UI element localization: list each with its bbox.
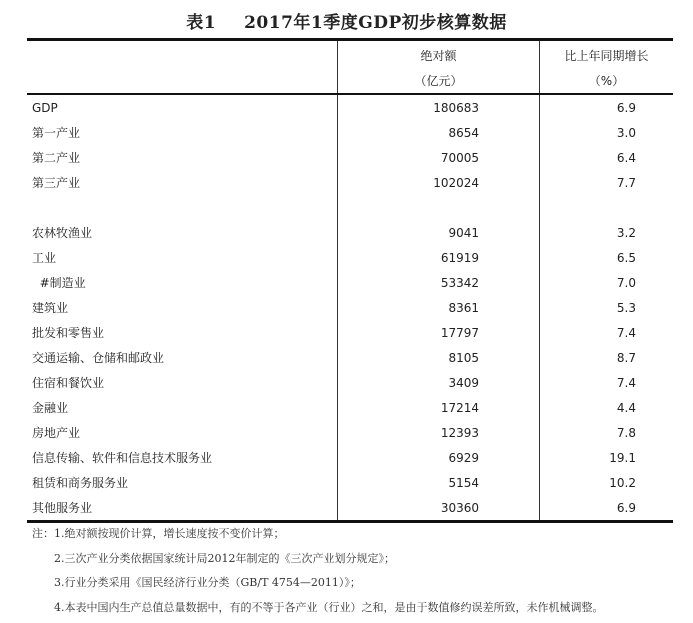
row-value: 102024 — [338, 170, 540, 195]
row-growth: 10.2 — [609, 475, 636, 490]
row-growth: 4.4 — [616, 400, 636, 415]
row-value: 53342 — [338, 270, 540, 295]
table-row — [27, 395, 673, 420]
gdp-table — [27, 38, 673, 523]
header-absolute: 绝对额 — [338, 40, 540, 69]
row-name: 金融业 — [32, 401, 69, 415]
row-name — [27, 195, 338, 220]
table-row — [27, 345, 673, 370]
row-growth: 7.4 — [616, 375, 636, 390]
header-absolute-unit: （亿元） — [338, 68, 540, 94]
row-growth: 8.7 — [616, 350, 636, 365]
header-growth: 比上年同期增长 — [564, 49, 649, 63]
table-row — [27, 120, 673, 145]
row-growth: 7.8 — [616, 425, 636, 440]
row-name: 批发和零售业 — [32, 326, 105, 340]
note: 注：1.绝对额按现价计算，增长速度按不变价计算； — [32, 527, 285, 540]
table-row — [27, 220, 673, 245]
header-growth-unit: （%） — [540, 68, 674, 94]
row-growth: 6.9 — [616, 500, 636, 515]
header-row — [27, 40, 673, 69]
table-row — [27, 270, 673, 295]
row-value: 30360 — [338, 495, 540, 522]
header-unit-row — [27, 68, 673, 94]
row-value: 8105 — [338, 345, 540, 370]
header-blank — [27, 40, 338, 69]
row-name: 建筑业 — [32, 301, 69, 315]
row-value: 3409 — [338, 370, 540, 395]
table-row — [27, 94, 673, 120]
row-name: #制造业 — [32, 276, 86, 290]
row-name: 其他服务业 — [32, 501, 93, 515]
table-title — [0, 8, 693, 33]
row-growth: 6.9 — [616, 100, 636, 115]
row-growth: 5.3 — [616, 300, 636, 315]
row-name: 租赁和商务服务业 — [32, 476, 129, 490]
row-name: 房地产业 — [32, 426, 81, 440]
row-value: 180683 — [338, 94, 540, 120]
row-value: 6929 — [338, 445, 540, 470]
row-name: 住宿和餐饮业 — [32, 376, 105, 390]
table-row — [27, 295, 673, 320]
row-name: 第三产业 — [32, 176, 81, 190]
row-value: 17797 — [338, 320, 540, 345]
row-name: 信息传输、软件和信息技术服务业 — [32, 451, 213, 465]
row-growth: 3.2 — [616, 225, 636, 240]
row-name: 农林牧渔业 — [32, 226, 93, 240]
row-value: 9041 — [338, 220, 540, 245]
row-value: 17214 — [338, 395, 540, 420]
row-growth: 6.4 — [616, 150, 636, 165]
table-row — [27, 495, 673, 522]
row-name: GDP — [32, 100, 58, 115]
row-name: 交通运输、仓储和邮政业 — [32, 351, 165, 365]
table-row — [27, 445, 673, 470]
table-row — [27, 195, 673, 220]
table-row — [27, 420, 673, 445]
row-growth: 7.0 — [616, 275, 636, 290]
row-growth: 6.5 — [616, 250, 636, 265]
row-value: 12393 — [338, 420, 540, 445]
row-name: 工业 — [32, 251, 57, 265]
row-value: 8361 — [338, 295, 540, 320]
footnotes — [32, 522, 604, 620]
row-value: 5154 — [338, 470, 540, 495]
table-caption: 2017年1季度GDP初步核算数据 — [244, 13, 507, 33]
row-growth: 7.7 — [616, 175, 636, 190]
row-name: 第一产业 — [32, 126, 81, 140]
header-blank — [27, 68, 338, 94]
table-row — [27, 370, 673, 395]
table-number: 表1 — [186, 13, 217, 33]
note: 4.本表中国内生产总值总量数据中，有的不等于各产业（行业）之和，是由于数值修约误差所致，未作机械调整。 — [54, 600, 604, 614]
row-growth — [540, 195, 674, 220]
note: 2.三次产业分类依据国家统计局2012年制定的《三次产业划分规定》； — [54, 551, 395, 565]
row-growth: 19.1 — [609, 450, 636, 465]
row-name: 第二产业 — [32, 151, 81, 165]
table-row — [27, 320, 673, 345]
row-value: 8654 — [338, 120, 540, 145]
note: 3.行业分类采用《国民经济行业分类（GB/T 4754—2011）》； — [54, 576, 361, 589]
table-row — [27, 245, 673, 270]
row-value: 61919 — [338, 245, 540, 270]
row-value — [338, 195, 540, 220]
table-row — [27, 470, 673, 495]
row-growth: 7.4 — [616, 325, 636, 340]
table-row — [27, 145, 673, 170]
row-value: 70005 — [338, 145, 540, 170]
table-row — [27, 170, 673, 195]
row-growth: 3.0 — [616, 125, 636, 140]
